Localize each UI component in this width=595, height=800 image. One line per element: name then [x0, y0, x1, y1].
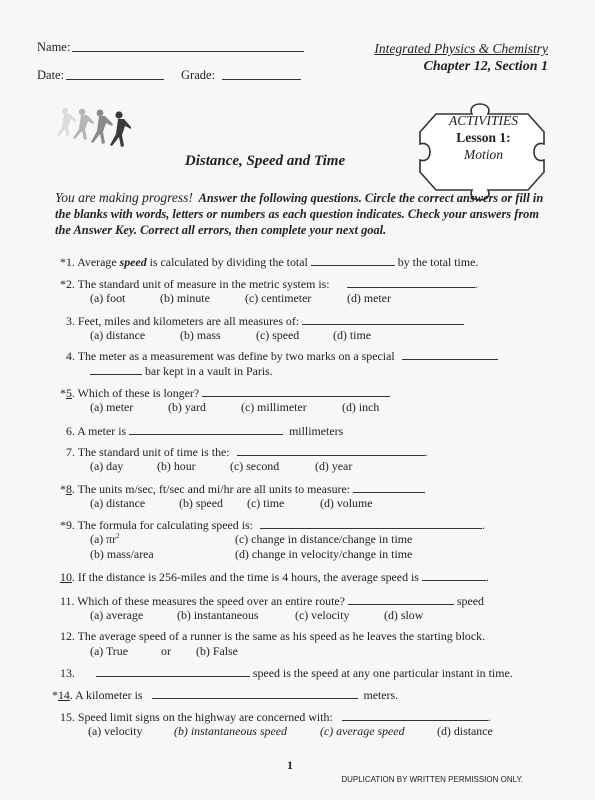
q10-end: . [485, 570, 489, 584]
q15-option-d[interactable]: (d) distance [437, 724, 493, 738]
q1-bold-word: speed [119, 255, 147, 269]
question-11 [60, 593, 484, 609]
q3-number: 3. [66, 314, 75, 328]
q6-blank[interactable] [129, 423, 283, 435]
q4-text: The meter as a measurement was define by two marks on a special [77, 349, 395, 363]
q15-option-b[interactable]: (b) instantaneous speed [174, 724, 287, 738]
q4-blank[interactable] [402, 348, 498, 360]
q11-blank[interactable] [348, 593, 454, 605]
grade-field[interactable] [222, 68, 301, 80]
q7-number: 7. [66, 445, 75, 459]
q4-blank-2[interactable] [90, 363, 142, 375]
q13-blank[interactable] [96, 665, 250, 677]
q8-blank[interactable] [353, 481, 425, 493]
question-2 [60, 276, 478, 292]
q1-text-post: by the total time. [397, 255, 479, 269]
question-8 [60, 481, 425, 497]
q2-option-d[interactable]: (d) meter [347, 291, 391, 305]
q9-text: The formula for calculating speed is: [77, 518, 253, 532]
question-15 [60, 709, 491, 725]
q9-option-c[interactable]: (c) change in distance/change in time [235, 532, 413, 546]
q5-star: * [60, 386, 66, 400]
q11-text: Which of these measures the speed over an entire route? [77, 594, 345, 608]
q10-blank[interactable] [422, 569, 486, 581]
q7-option-a[interactable]: (a) day [90, 459, 124, 473]
question-5 [60, 385, 390, 401]
question-10 [60, 569, 489, 585]
q13-text: speed is the speed at any one particular instant in time. [252, 666, 513, 680]
q3-option-c[interactable]: (c) speed [256, 328, 300, 342]
q3-option-b[interactable]: (b) mass [180, 328, 221, 342]
name-label: Name: [37, 40, 71, 54]
lesson-badge [416, 102, 551, 202]
q4-text-line2: bar kept in a vault in Paris. [144, 364, 273, 378]
date-label: Date: [37, 68, 65, 82]
q11-option-a[interactable]: (a) average [90, 608, 144, 622]
q9-number: *9. [60, 518, 75, 532]
badge-line-2: Lesson 1: [456, 130, 511, 145]
q5-option-d[interactable]: (d) inch [342, 400, 380, 414]
q7-option-c[interactable]: (c) second [230, 459, 280, 473]
name-field[interactable] [72, 40, 304, 52]
question-1 [60, 254, 478, 270]
q10-text: . If the distance is 256-miles and the time is 4 hours, the average speed is [71, 570, 419, 584]
q9-option-b[interactable]: (b) mass/area [90, 547, 154, 561]
q5-blank[interactable] [202, 385, 390, 397]
q3-text: Feet, miles and kilometers are all measures of: [77, 314, 300, 328]
q7-blank[interactable] [237, 444, 425, 456]
q5-number: 5 [65, 386, 72, 400]
course-title: Integrated Physics & Chemistry [374, 41, 548, 56]
q6-number: 6. [66, 424, 75, 438]
q2-end: . [474, 277, 478, 291]
q11-option-d[interactable]: (d) slow [384, 608, 424, 622]
q3-option-d[interactable]: (d) time [333, 328, 371, 342]
q2-option-b[interactable]: (b) minute [160, 291, 210, 305]
q2-text: The standard unit of measure in the metric system is: [77, 277, 330, 291]
q7-option-b[interactable]: (b) hour [157, 459, 196, 473]
q2-option-c[interactable]: (c) centimeter [245, 291, 312, 305]
q7-text: The standard unit of time is the: [77, 445, 230, 459]
q14-star: * [52, 688, 58, 702]
q15-option-c[interactable]: (c) average speed [320, 724, 405, 738]
q15-text: Speed limit signs on the highway are concerned with: [77, 710, 333, 724]
q12-or: or [161, 644, 171, 658]
q14-text: . A kilometer is [69, 688, 143, 702]
q12-option-a[interactable]: (a) True [90, 644, 128, 658]
runners-illustration [55, 105, 131, 157]
q14-blank[interactable] [152, 687, 358, 699]
question-6 [66, 423, 343, 439]
q8-star: * [60, 482, 66, 496]
q6-text: A meter is [77, 424, 127, 438]
q12-number: 12. [60, 629, 75, 643]
question-3 [66, 313, 464, 329]
q1-text-pre: Average [77, 255, 120, 269]
q8-option-b[interactable]: (b) speed [179, 496, 223, 510]
question-13 [60, 665, 513, 681]
q5-option-a[interactable]: (a) meter [90, 400, 134, 414]
q5-option-b[interactable]: (b) yard [168, 400, 206, 414]
question-14 [52, 687, 398, 703]
q15-blank[interactable] [342, 709, 488, 721]
q9-end: . [481, 518, 485, 532]
question-12 [60, 629, 485, 644]
q4-number: 4. [66, 349, 75, 363]
q8-option-d[interactable]: (d) volume [320, 496, 373, 510]
q12-option-b[interactable]: (b) False [196, 644, 238, 658]
q8-option-a[interactable]: (a) distance [90, 496, 146, 510]
chapter-heading: Chapter 12, Section 1 [423, 59, 548, 74]
q15-option-a[interactable]: (a) velocity [88, 724, 143, 738]
worksheet-title: Distance, Speed and Time [184, 153, 346, 169]
q9-blank[interactable] [260, 517, 482, 529]
page-number: 1 [287, 758, 293, 772]
q9-option-a-text: (a) πr [90, 532, 117, 546]
question-4-line2 [90, 363, 273, 379]
q9-option-a-sup: 2 [116, 532, 120, 541]
q8-number: 8 [65, 482, 72, 496]
instructions-body: Answer the following questions. Circle the correct answers or fill in the blanks with words, letters or numbers as each question indicates. Check your answers from the Answer Key. Correct all errors, then complete your next goal. [55, 191, 544, 237]
q10-number: 10 [60, 570, 72, 584]
q11-number: 11. [60, 594, 75, 608]
q14-number: 14 [57, 688, 70, 702]
q1-number: *1. [60, 255, 75, 269]
grade-label: Grade: [181, 68, 216, 82]
q1-blank[interactable] [311, 254, 395, 266]
q5-text: . Which of these is longer? [71, 386, 200, 400]
q6-text-post: millimeters [289, 424, 344, 438]
q13-number: 13. [60, 666, 75, 680]
instructions-lead: You are making progress! [55, 190, 193, 205]
q15-end: . [487, 710, 491, 724]
question-7 [66, 444, 428, 460]
instructions [55, 190, 550, 238]
badge-line-3: Motion [464, 147, 503, 162]
badge-line-1: ACTIVITIES [449, 113, 518, 128]
q14-text-post: meters. [363, 688, 399, 702]
q8-option-c[interactable]: (c) time [247, 496, 285, 510]
question-9 [60, 517, 485, 533]
q2-option-a[interactable]: (a) foot [90, 291, 126, 305]
q5-option-c[interactable]: (c) millimeter [241, 400, 307, 414]
q3-option-a[interactable]: (a) distance [90, 328, 146, 342]
date-field[interactable] [66, 68, 164, 80]
question-4 [66, 348, 498, 364]
q11-text-post: speed [456, 594, 484, 608]
q7-end: . [424, 445, 428, 459]
q7-option-d[interactable]: (d) year [315, 459, 353, 473]
q9-option-d[interactable]: (d) change in velocity/change in time [235, 547, 413, 561]
footer-notice: DUPLICATION BY WRITTEN PERMISSION ONLY. [341, 775, 523, 784]
q2-blank[interactable] [347, 276, 475, 288]
q11-option-b[interactable]: (b) instantaneous [177, 608, 259, 622]
q3-blank[interactable] [302, 313, 464, 325]
q8-text: . The units m/sec, ft/sec and mi/hr are all units to measure: [71, 482, 351, 496]
q15-number: 15. [60, 710, 75, 724]
q12-text: The average speed of a runner is the same as his speed as he leaves the starting block. [77, 629, 486, 643]
q1-text: is calculated by dividing the total [146, 255, 308, 269]
q11-option-c[interactable]: (c) velocity [295, 608, 350, 622]
q9-option-a[interactable] [90, 532, 120, 547]
q2-number: *2. [60, 277, 75, 291]
